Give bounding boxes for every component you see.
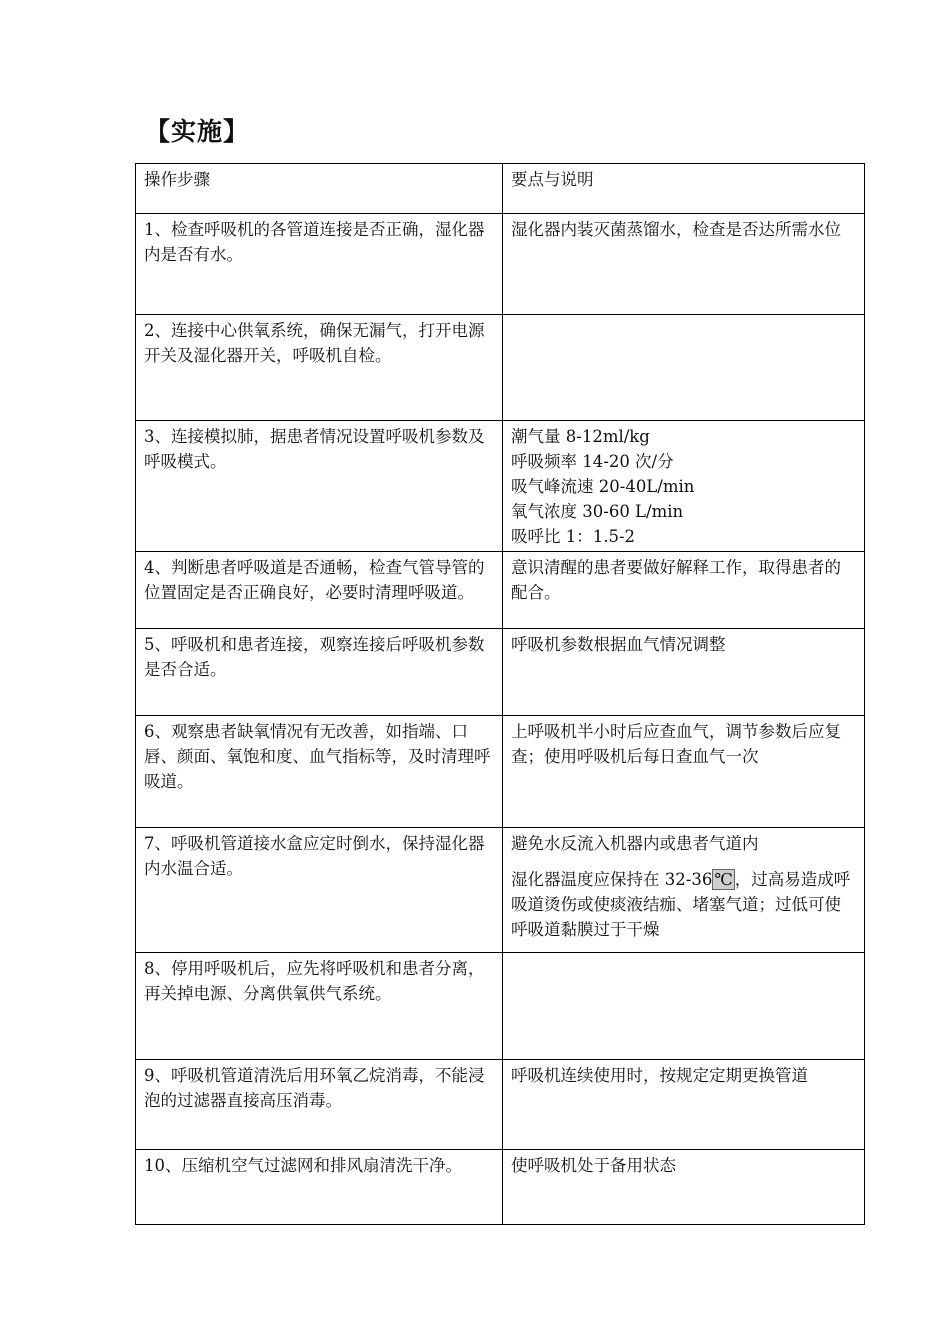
- step-cell: 10、压缩机空气过滤网和排风扇清洗干净。: [136, 1150, 503, 1225]
- table-header-row: [136, 164, 865, 214]
- note-cell: [503, 552, 865, 629]
- table-row: [136, 716, 865, 828]
- note-cell: [503, 828, 865, 953]
- header-notes: 要点与说明: [503, 164, 865, 214]
- note-cell: [503, 629, 865, 716]
- note-cell: [503, 1060, 865, 1150]
- step-cell: 9、呼吸机管道清洗后用环氧乙烷消毒，不能浸泡的过滤器直接高压消毒。: [136, 1060, 503, 1150]
- temperature-note-rest: ，过高易造成呼吸道烫伤或使痰液结痂、堵塞气道；过低可使呼吸道黏膜过于干燥: [511, 870, 851, 939]
- note-line: 吸呼比 1：1.5-2: [511, 527, 636, 546]
- temperature-note: [511, 867, 856, 942]
- table-row: [136, 421, 865, 552]
- table-row: [136, 214, 865, 315]
- note-cell: [503, 421, 865, 552]
- table-row: [136, 1060, 865, 1150]
- note-cell: [503, 214, 865, 315]
- note-line: 氧气浓度 30-60 L/min: [511, 502, 684, 521]
- table-row: [136, 315, 865, 421]
- step-cell: 2、连接中心供氧系统，确保无漏气，打开电源开关及湿化器开关，呼吸机自检。: [136, 315, 503, 421]
- table-row: [136, 552, 865, 629]
- step-cell: 3、连接模拟肺，据患者情况设置呼吸机参数及呼吸模式。: [136, 421, 503, 552]
- temperature-unit: ℃: [714, 870, 733, 889]
- temperature-note-text: 湿化器温度应保持在 32-36: [511, 870, 713, 889]
- table-row: [136, 953, 865, 1060]
- note-line: 呼吸机参数根据血气情况调整: [511, 635, 726, 654]
- step-cell: 8、停用呼吸机后，应先将呼吸机和患者分离，再关掉电源、分离供氧供气系统。: [136, 953, 503, 1060]
- note-cell: [503, 1150, 865, 1225]
- note-line: 避免水反流入机器内或患者气道内: [511, 834, 759, 853]
- note-line: 湿化器内装灭菌蒸馏水，检查是否达所需水位: [511, 220, 841, 239]
- step-cell: 6、观察患者缺氧情况有无改善，如指端、口唇、颜面、氧饱和度、血气指标等，及时清理呼吸道。: [136, 716, 503, 828]
- note-cell: [503, 315, 865, 421]
- note-line: 使呼吸机处于备用状态: [511, 1156, 676, 1175]
- step-cell: 5、呼吸机和患者连接，观察连接后呼吸机参数是否合适。: [136, 629, 503, 716]
- note-line: 潮气量 8-12ml/kg: [511, 427, 650, 446]
- note-cell: [503, 953, 865, 1060]
- note-line: 吸气峰流速 20-40L/min: [511, 477, 695, 496]
- section-heading: 【实施】: [145, 117, 250, 146]
- step-cell: 1、检查呼吸机的各管道连接是否正确，湿化器内是否有水。: [136, 214, 503, 315]
- note-line: 呼吸频率 14-20 次/分: [511, 452, 674, 471]
- header-steps: 操作步骤: [136, 164, 503, 214]
- table-row: [136, 1150, 865, 1225]
- step-cell: 7、呼吸机管道接水盒应定时倒水，保持湿化器内水温合适。: [136, 828, 503, 953]
- note-line: 意识清醒的患者要做好解释工作，取得患者的配合。: [511, 558, 841, 602]
- note-line: 上呼吸机半小时后应查血气，调节参数后应复查；使用呼吸机后每日查血气一次: [511, 722, 841, 766]
- step-cell: 4、判断患者呼吸道是否通畅，检查气管导管的位置固定是否正确良好，必要时清理呼吸道。: [136, 552, 503, 629]
- table-row: [136, 629, 865, 716]
- procedure-table: [135, 163, 865, 1225]
- table-row: [136, 828, 865, 953]
- note-line: 呼吸机连续使用时，按规定定期更换管道: [511, 1066, 808, 1085]
- note-cell: [503, 716, 865, 828]
